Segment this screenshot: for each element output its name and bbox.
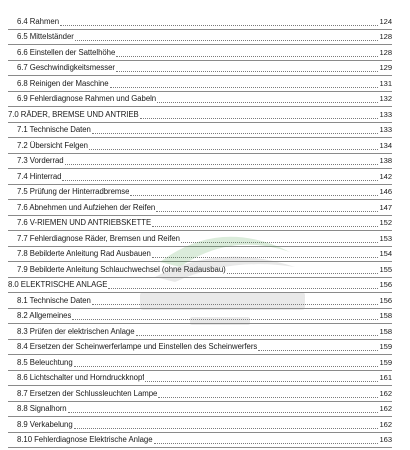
toc-entry <box>8 433 392 449</box>
toc-entry-page: 154 <box>379 249 392 258</box>
toc-entry <box>8 14 392 30</box>
toc-entry-title: 6.8 Reinigen der Maschine <box>17 78 109 88</box>
toc-entry-title: 7.1 Technische Daten <box>17 125 91 134</box>
toc-entry-page: 159 <box>379 357 392 367</box>
toc-entry-page: 133 <box>379 125 392 134</box>
dot-leader <box>152 257 379 258</box>
toc-entry-title: 7.0 RÄDER, BREMSE UND ANTRIEB <box>8 109 139 119</box>
toc-entry-title: 7.2 Übersicht Felgen <box>17 140 88 150</box>
toc-entry-title: 8.8 Signalhorn <box>17 404 67 413</box>
dot-leader <box>110 87 379 88</box>
toc-entry <box>8 262 392 278</box>
toc-entry-title: 7.3 Vorderrad <box>17 156 64 165</box>
toc-entry-title: 7.5 Prüfung der Hinterradbremse <box>17 187 130 196</box>
toc-entry-title: 7.8 Bebilderte Anleitung Rad Ausbauen <box>17 249 151 258</box>
toc-entry <box>8 154 392 170</box>
toc-entry <box>8 293 392 309</box>
dot-leader <box>68 412 379 413</box>
dot-leader <box>108 288 378 289</box>
toc-entry-page: 128 <box>379 32 392 41</box>
toc-entry <box>8 371 392 387</box>
toc-entry-title: 7.6 Abnehmen und Aufziehen der Reifen <box>17 202 156 212</box>
toc-entry <box>8 340 392 356</box>
toc-entry-page: 146 <box>379 187 392 196</box>
toc-entry-page: 162 <box>379 419 392 429</box>
dot-leader <box>136 335 379 336</box>
toc-entry-title: 8.0 ELEKTRISCHE ANLAGE <box>8 280 108 289</box>
dot-leader <box>92 133 379 134</box>
toc-entry <box>8 324 392 340</box>
toc-entry-page: 158 <box>379 326 392 336</box>
dot-leader <box>158 397 378 398</box>
toc-entry-title: 8.1 Technische Daten <box>17 295 91 305</box>
toc-entry <box>8 417 392 433</box>
toc-entry <box>8 402 392 418</box>
dot-leader <box>258 350 378 351</box>
toc-entry-page: 161 <box>379 373 392 382</box>
toc-entry-page: 162 <box>379 388 392 398</box>
toc-entry-page: 138 <box>379 156 392 165</box>
dot-leader <box>227 273 379 274</box>
toc-entry-title: 8.5 Beleuchtung <box>17 357 73 367</box>
dot-leader <box>62 180 378 181</box>
toc-entry <box>8 107 392 123</box>
toc-entry-title: 8.7 Ersetzen der Schlussleuchten Lampe <box>17 388 158 398</box>
toc-entry-page: 132 <box>379 94 392 103</box>
toc-entry <box>8 169 392 185</box>
toc-entry-page: 128 <box>379 47 392 57</box>
dot-leader <box>140 118 379 119</box>
toc-entry-page: 156 <box>379 280 392 289</box>
toc-entry <box>8 278 392 294</box>
toc-entry <box>8 76 392 92</box>
toc-entry-page: 163 <box>379 435 392 444</box>
dot-leader <box>157 102 378 103</box>
toc-entry <box>8 185 392 201</box>
toc-entry-title: 6.6 Einstellen der Sattelhöhe <box>17 47 116 57</box>
toc-entry-title: 8.9 Verkabelung <box>17 419 73 429</box>
toc-entry <box>8 123 392 139</box>
dot-leader <box>116 56 378 57</box>
toc-entry-page: 133 <box>379 109 392 119</box>
toc-entry <box>8 216 392 232</box>
toc-entry-title: 7.9 Bebilderte Anleitung Schlauchwechsel (ohne Radausbau) <box>17 264 226 274</box>
dot-leader <box>92 304 379 305</box>
toc-entry-page: 152 <box>379 218 392 227</box>
toc-entry <box>8 309 392 325</box>
dot-leader <box>89 149 379 150</box>
dot-leader <box>74 366 379 367</box>
toc-entry-page: 131 <box>379 78 392 88</box>
toc-entry-title: 8.6 Lichtschalter und Horndruckknopf <box>17 373 145 382</box>
table-of-contents <box>8 14 392 448</box>
toc-entry <box>8 138 392 154</box>
toc-entry-page: 124 <box>379 16 392 26</box>
dot-leader <box>130 195 378 196</box>
toc-entry <box>8 355 392 371</box>
toc-entry-page: 159 <box>379 342 392 351</box>
dot-leader <box>75 40 379 41</box>
dot-leader <box>156 211 378 212</box>
toc-entry <box>8 92 392 108</box>
dot-leader <box>154 443 379 444</box>
toc-entry <box>8 231 392 247</box>
dot-leader <box>145 381 378 382</box>
toc-entry <box>8 61 392 77</box>
toc-entry-title: 6.9 Fehlerdiagnose Rahmen und Gabeln <box>17 94 157 103</box>
toc-entry-page: 162 <box>379 404 392 413</box>
dot-leader <box>152 226 378 227</box>
toc-entry-title: 7.4 Hinterrad <box>17 171 62 181</box>
toc-entry-page: 147 <box>379 202 392 212</box>
toc-entry-title: 8.4 Ersetzen der Scheinwerferlampe und Einstellen des Scheinwerfers <box>17 342 258 351</box>
toc-entry-page: 153 <box>379 233 392 243</box>
toc-entry-title: 6.7 Geschwindigkeitsmesser <box>17 63 115 72</box>
toc-entry-title: 8.10 Fehlerdiagnose Elektrische Anlage <box>17 435 153 444</box>
dot-leader <box>65 164 379 165</box>
dot-leader <box>74 428 379 429</box>
dot-leader <box>72 319 378 320</box>
toc-entry-title: 6.4 Rahmen <box>17 16 59 26</box>
dot-leader <box>60 25 378 26</box>
toc-entry <box>8 30 392 46</box>
toc-entry-title: 6.5 Mittelständer <box>17 32 74 41</box>
dot-leader <box>181 242 379 243</box>
toc-entry <box>8 45 392 61</box>
dot-leader <box>116 71 379 72</box>
toc-entry-page: 142 <box>379 171 392 181</box>
toc-entry <box>8 386 392 402</box>
toc-entry-title: 7.6 V-RIEMEN UND ANTRIEBSKETTE <box>17 218 152 227</box>
toc-entry-page: 134 <box>379 140 392 150</box>
toc-entry-page: 156 <box>379 295 392 305</box>
toc-entry-title: 8.2 Allgemeines <box>17 311 72 320</box>
toc-entry-page: 155 <box>379 264 392 274</box>
toc-entry-page: 129 <box>379 63 392 72</box>
toc-entry-title: 7.7 Fehlerdiagnose Räder, Bremsen und Reifen <box>17 233 180 243</box>
toc-entry <box>8 200 392 216</box>
toc-entry-page: 158 <box>379 311 392 320</box>
toc-entry <box>8 247 392 263</box>
toc-entry-title: 8.3 Prüfen der elektrischen Anlage <box>17 326 135 336</box>
